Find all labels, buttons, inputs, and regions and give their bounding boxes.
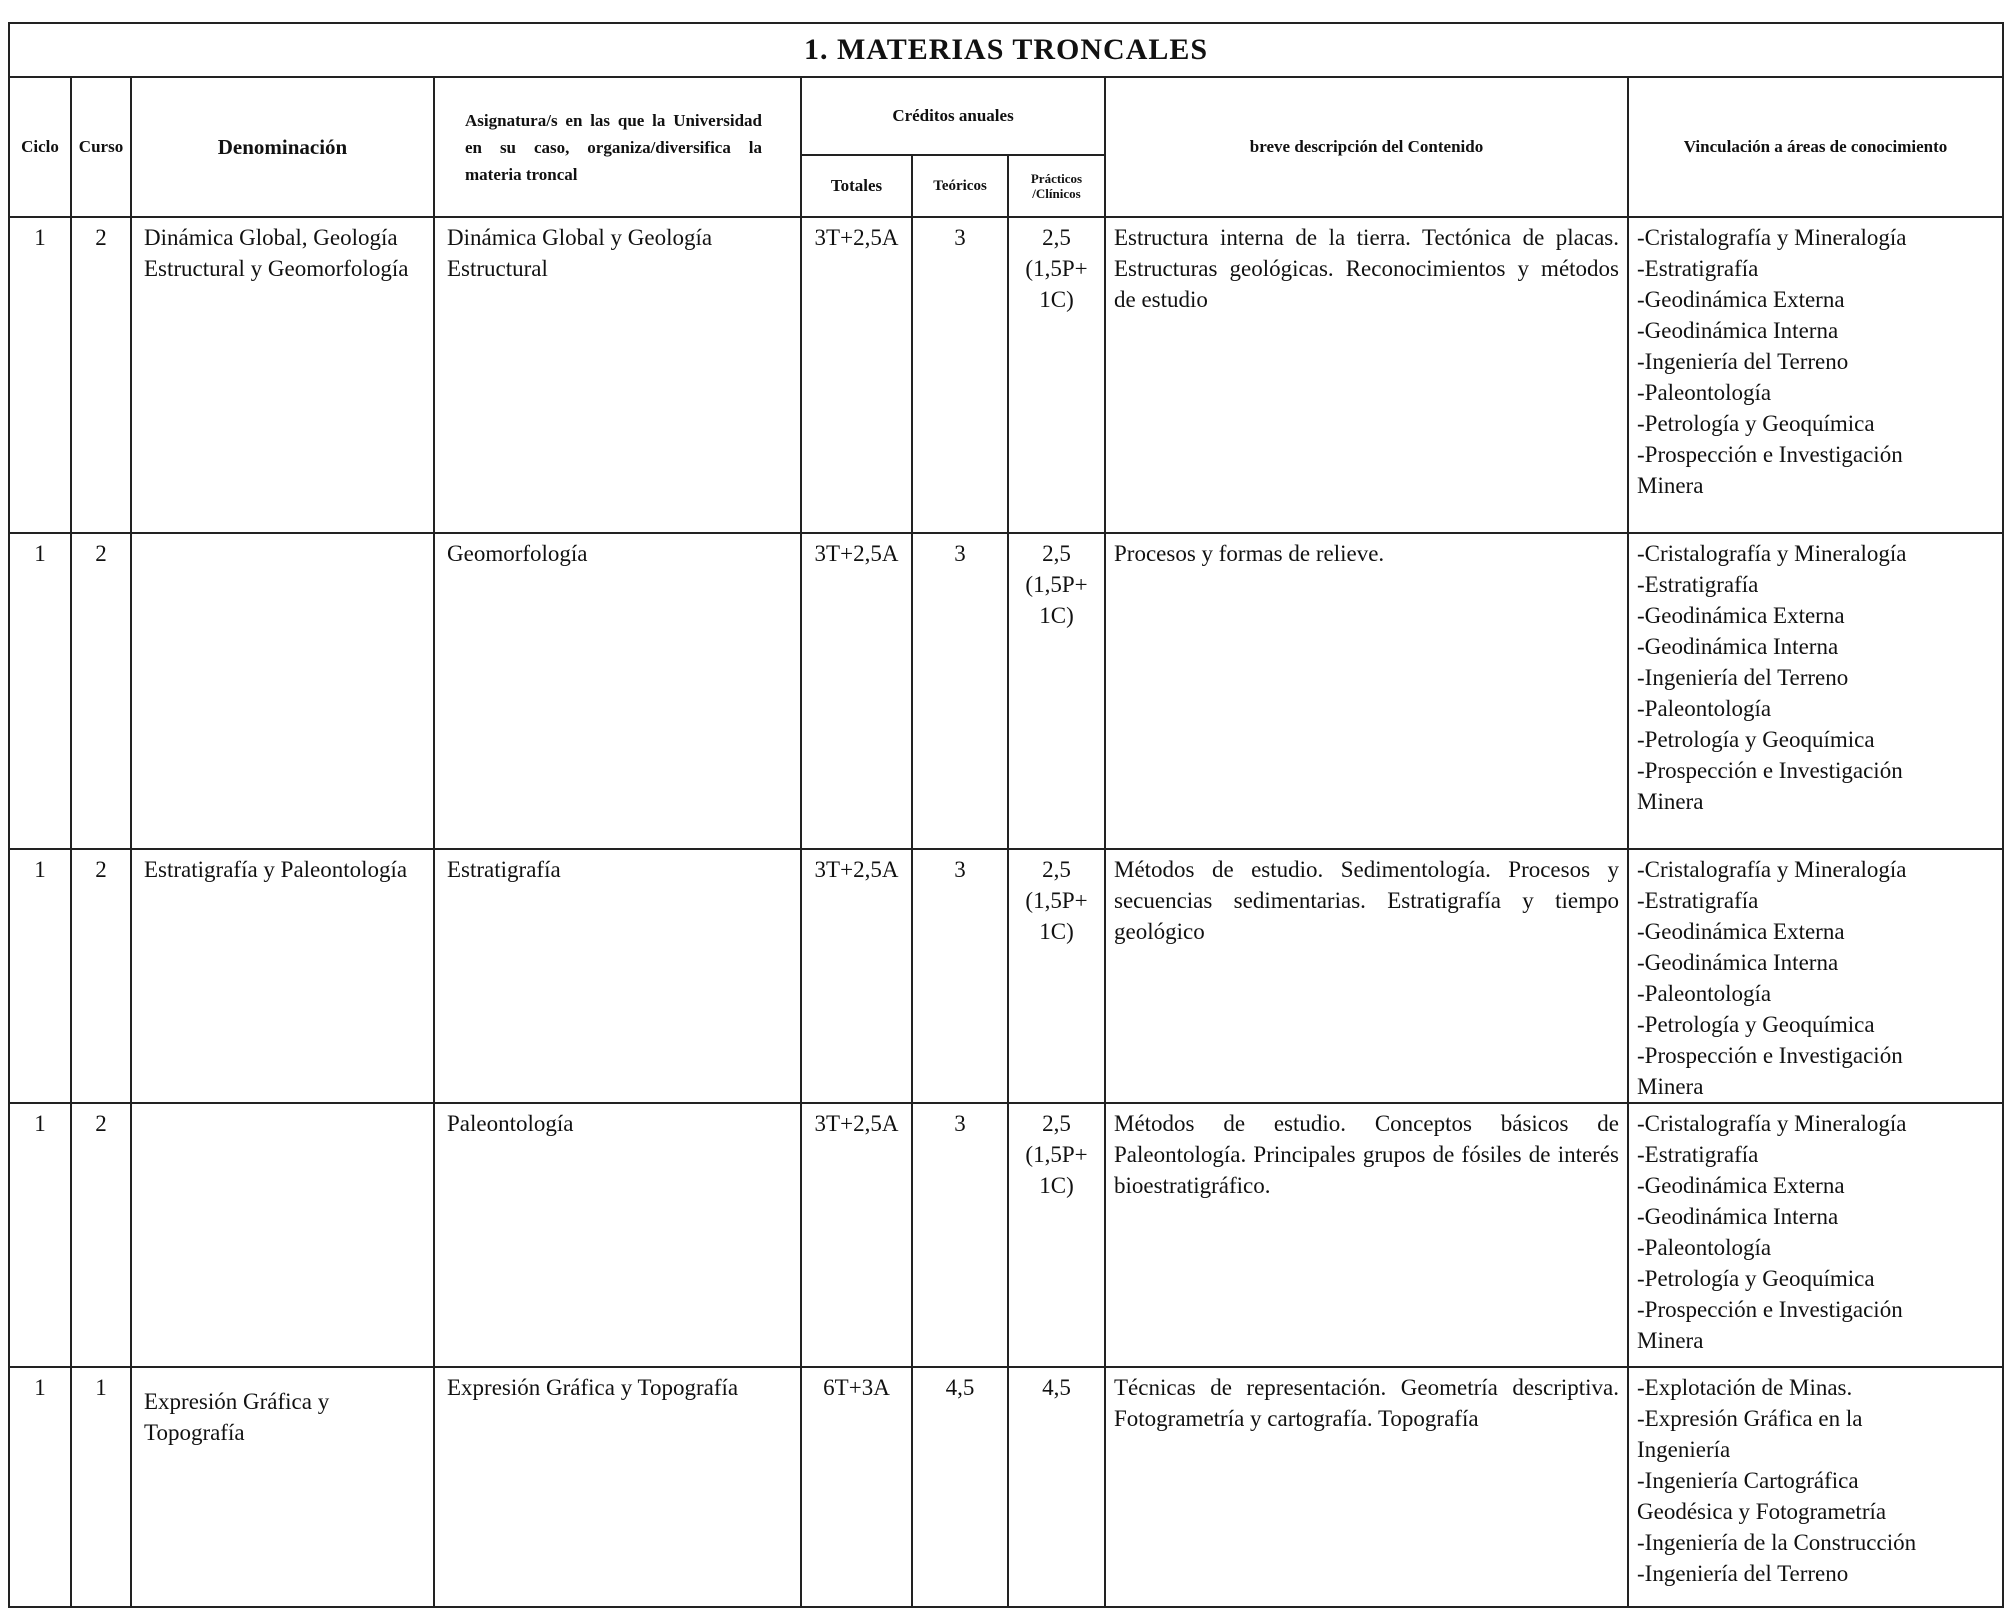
area-item: -Paleontología xyxy=(1637,981,1772,1006)
cell-curso: 2 xyxy=(71,217,131,533)
area-item: -Geodinámica Externa xyxy=(1637,919,1845,944)
cell-practicos: 2,5 (1,5P+ 1C) xyxy=(1008,1103,1105,1367)
table-row xyxy=(9,1103,2003,1367)
area-item: -Petrología y Geoquímica xyxy=(1637,727,1875,752)
cell-ciclo: 1 xyxy=(9,1103,71,1367)
area-item: Geodésica y Fotogrametría xyxy=(1637,1499,1887,1524)
cell-teoricos: 3 xyxy=(912,1103,1008,1367)
cell-asignatura: Geomorfología xyxy=(434,533,801,849)
page-title: 1. MATERIAS TRONCALES xyxy=(9,23,2003,77)
header-asignatura: Asignatura/s en las que la Universidad en su caso, organiza/diversifica la materia troncal xyxy=(434,77,801,217)
area-item: -Paleontología xyxy=(1637,696,1772,721)
cell-descripcion: Estructura interna de la tierra. Tectónica de placas. Estructuras geológicas. Reconocimientos y métodos de estudio xyxy=(1105,217,1628,533)
area-item: -Geodinámica Interna xyxy=(1637,1204,1839,1229)
cell-curso: 2 xyxy=(71,1103,131,1367)
table-row xyxy=(9,217,2003,533)
cell-ciclo: 1 xyxy=(9,849,71,1103)
cell-denominacion xyxy=(131,1103,434,1367)
area-item: -Geodinámica Interna xyxy=(1637,950,1839,975)
header-vinculacion: Vinculación a áreas de conocimiento xyxy=(1628,77,2003,217)
area-item: -Expresión Gráfica en la xyxy=(1637,1406,1863,1431)
cell-descripcion: Procesos y formas de relieve. xyxy=(1105,533,1628,849)
cell-areas xyxy=(1628,849,2003,1103)
area-item: -Ingeniería del Terreno xyxy=(1637,1561,1849,1586)
cell-curso: 1 xyxy=(71,1367,131,1607)
area-item: -Cristalografía y Mineralogía xyxy=(1637,225,1907,250)
cell-areas xyxy=(1628,217,2003,533)
area-item: Ingeniería xyxy=(1637,1437,1731,1462)
cell-practicos: 2,5 (1,5P+ 1C) xyxy=(1008,849,1105,1103)
area-item: Minera xyxy=(1637,789,1704,814)
area-item: -Prospección e Investigación xyxy=(1637,442,1903,467)
header-practicos: Prácticos /Clínicos xyxy=(1008,155,1105,217)
cell-teoricos: 3 xyxy=(912,217,1008,533)
area-item: -Geodinámica Interna xyxy=(1637,318,1839,343)
materias-troncales-table xyxy=(8,22,2004,1608)
area-item: -Prospección e Investigación xyxy=(1637,1297,1903,1322)
cell-denominacion: Estratigrafía y Paleontología xyxy=(131,849,434,1103)
cell-curso: 2 xyxy=(71,849,131,1103)
area-item: -Cristalografía y Mineralogía xyxy=(1637,541,1907,566)
cell-areas xyxy=(1628,1367,2003,1607)
area-item: -Explotación de Minas. xyxy=(1637,1375,1853,1400)
cell-totales: 3T+2,5A xyxy=(801,849,912,1103)
cell-descripcion: Técnicas de representación. Geometría descriptiva. Fotogrametría y cartografía. Topografía xyxy=(1105,1367,1628,1607)
header-descripcion: breve descripción del Contenido xyxy=(1105,77,1628,217)
table-row xyxy=(9,533,2003,849)
document-page xyxy=(8,22,2002,1586)
header-teoricos: Teóricos xyxy=(912,155,1008,217)
cell-practicos: 2,5 (1,5P+ 1C) xyxy=(1008,217,1105,533)
header-curso: Curso xyxy=(71,77,131,217)
area-item: -Estratigrafía xyxy=(1637,888,1759,913)
cell-ciclo: 1 xyxy=(9,1367,71,1607)
cell-teoricos: 4,5 xyxy=(912,1367,1008,1607)
area-item: -Petrología y Geoquímica xyxy=(1637,1012,1875,1037)
cell-totales: 6T+3A xyxy=(801,1367,912,1607)
cell-ciclo: 1 xyxy=(9,533,71,849)
cell-asignatura: Dinámica Global y Geología Estructural xyxy=(434,217,801,533)
area-item: -Cristalografía y Mineralogía xyxy=(1637,857,1907,882)
area-item: -Estratigrafía xyxy=(1637,256,1759,281)
area-item: -Estratigrafía xyxy=(1637,1142,1759,1167)
cell-totales: 3T+2,5A xyxy=(801,533,912,849)
area-item: -Prospección e Investigación xyxy=(1637,758,1903,783)
area-item: -Prospección e Investigación xyxy=(1637,1043,1903,1068)
area-item: -Paleontología xyxy=(1637,1235,1772,1260)
cell-areas xyxy=(1628,1103,2003,1367)
area-item: Minera xyxy=(1637,1074,1704,1099)
header-creditos-anuales: Créditos anuales xyxy=(801,77,1105,155)
area-item: -Cristalografía y Mineralogía xyxy=(1637,1111,1907,1136)
header-totales: Totales xyxy=(801,155,912,217)
cell-practicos: 2,5 (1,5P+ 1C) xyxy=(1008,533,1105,849)
area-item: -Paleontología xyxy=(1637,380,1772,405)
cell-denominacion xyxy=(131,533,434,849)
cell-asignatura: Estratigrafía xyxy=(434,849,801,1103)
table-row xyxy=(9,849,2003,1103)
cell-ciclo: 1 xyxy=(9,217,71,533)
cell-teoricos: 3 xyxy=(912,533,1008,849)
header-ciclo: Ciclo xyxy=(9,77,71,217)
area-item: -Geodinámica Interna xyxy=(1637,634,1839,659)
cell-descripcion: Métodos de estudio. Sedimentología. Procesos y secuencias sedimentarias. Estratigrafía y tiempo geológico xyxy=(1105,849,1628,1103)
cell-denominacion: Expresión Gráfica y Topografía xyxy=(131,1367,434,1607)
area-item: -Ingeniería del Terreno xyxy=(1637,665,1849,690)
cell-curso: 2 xyxy=(71,533,131,849)
area-item: -Estratigrafía xyxy=(1637,572,1759,597)
area-item: -Geodinámica Externa xyxy=(1637,287,1845,312)
area-item: -Ingeniería Cartográfica xyxy=(1637,1468,1859,1493)
area-item: -Ingeniería de la Construcción xyxy=(1637,1530,1917,1555)
area-item: -Geodinámica Externa xyxy=(1637,1173,1845,1198)
cell-totales: 3T+2,5A xyxy=(801,217,912,533)
cell-denominacion: Dinámica Global, Geología Estructural y Geomorfología xyxy=(131,217,434,533)
cell-descripcion: Métodos de estudio. Conceptos básicos de Paleontología. Principales grupos de fósiles de interés bioestratigráfico. xyxy=(1105,1103,1628,1367)
header-denominacion: Denominación xyxy=(131,77,434,217)
area-item: -Petrología y Geoquímica xyxy=(1637,1266,1875,1291)
cell-teoricos: 3 xyxy=(912,849,1008,1103)
table-row xyxy=(9,1367,2003,1607)
cell-practicos: 4,5 xyxy=(1008,1367,1105,1607)
area-item: -Geodinámica Externa xyxy=(1637,603,1845,628)
cell-asignatura: Paleontología xyxy=(434,1103,801,1367)
cell-asignatura: Expresión Gráfica y Topografía xyxy=(434,1367,801,1607)
cell-totales: 3T+2,5A xyxy=(801,1103,912,1367)
area-item: Minera xyxy=(1637,1328,1704,1353)
area-item: -Petrología y Geoquímica xyxy=(1637,411,1875,436)
area-item: Minera xyxy=(1637,473,1704,498)
cell-areas xyxy=(1628,533,2003,849)
area-item: -Ingeniería del Terreno xyxy=(1637,349,1849,374)
